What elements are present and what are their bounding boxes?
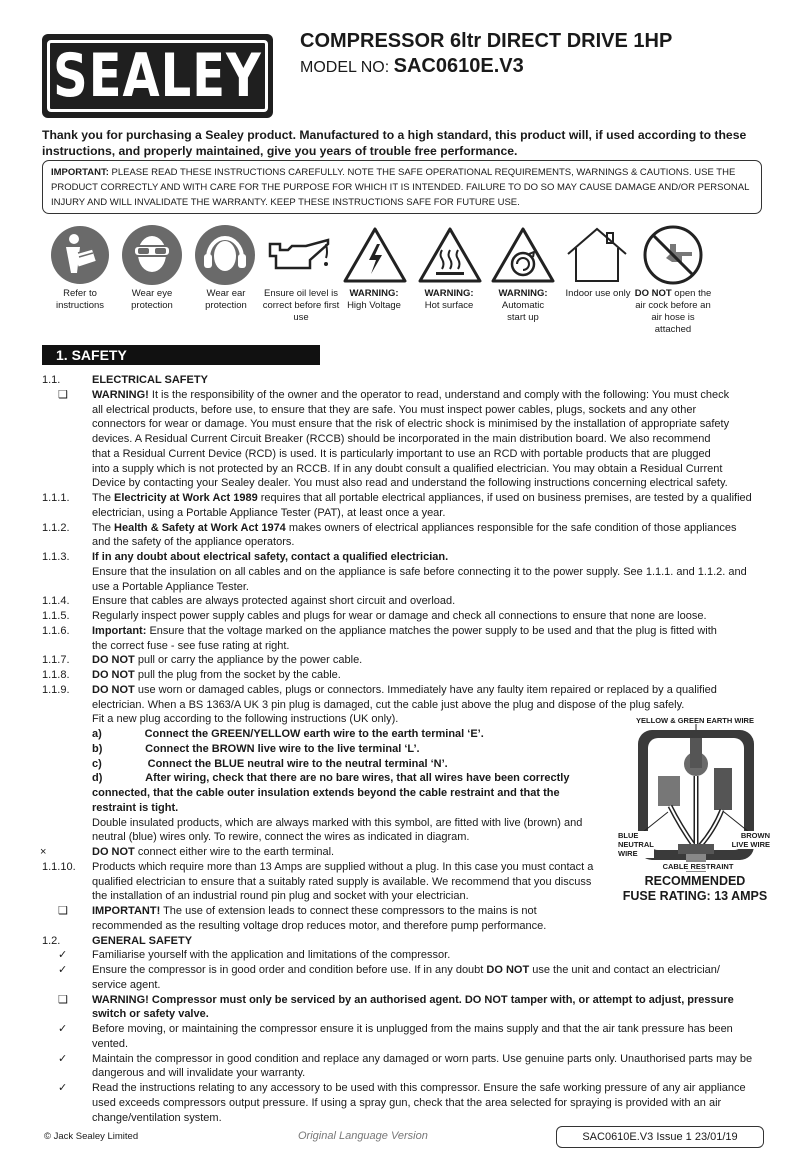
clause-text: switch or safety valve. [92, 1008, 209, 1021]
clause-text: GENERAL SAFETY [92, 934, 193, 947]
hot-surface-warning-icon [417, 226, 483, 284]
clause-text: Regularly inspect power supply cables and plugs for wear or damage and check all connections to ensure that none are loose. [92, 610, 707, 622]
clause-text: Ensure that cables are always protected against short circuit and overload. [92, 595, 456, 608]
caption-no-open-air-cock [632, 288, 714, 336]
logo-text: SEALEY [53, 41, 262, 111]
caption-no-open-text: open the air cock before an air hose is attached [635, 288, 712, 335]
clause-text: Products which require more than 13 Amps are supplied without a plug. In this case you must contact a [92, 860, 594, 873]
clause-text: DO NOT connect either wire to the earth terminal. [92, 846, 335, 858]
clause-text: used exceeds compressors output pressure. If using a spray gun, check that the area selected for spraying is provided with an air [92, 1096, 722, 1109]
important-notice [42, 160, 762, 214]
clause-text: that a Residual Current Device (RCD) is used. It is particularly important to use an RCD with portable products that are plugged [92, 447, 711, 460]
clause-text: Fit a new plug according to the following instructions (UK only). [92, 713, 399, 726]
clause-text: Double insulated products, which are always marked with this symbol, are fitted with live (brown) and [92, 816, 583, 829]
clause-text: WARNING! It is the responsibility of the owner and the operator to read, understand and comply with the following: You must check [92, 388, 730, 401]
clause-number: × [40, 846, 47, 858]
caption-eye-protection: Wear eye protection [131, 288, 173, 311]
clause-number: 1.1.4. [42, 595, 70, 608]
clause-number: 1.1.7. [42, 654, 70, 667]
caption-no-open-bold: DO NOT [634, 288, 672, 299]
clause-number: 1.2. [42, 934, 61, 947]
sealey-logo [42, 34, 273, 118]
clause-number: ❑ [58, 993, 68, 1006]
diagram-label-neutral: BLUE NEUTRAL WIRE [618, 831, 654, 858]
product-title: COMPRESSOR 6ltr DIRECT DRIVE 1HP [300, 30, 673, 52]
oil-can-icon [266, 226, 332, 284]
clause-text: Device by contacting your Sealey dealer. You must also read and understand the following instructions concerning electrical safety. [92, 477, 728, 490]
section-heading-safety: 1. SAFETY [42, 345, 320, 365]
clause-number: 1.1.3. [42, 551, 70, 563]
clause-text: b) Connect the BROWN live wire to the live terminal ‘L’. [92, 742, 420, 755]
automatic-start-warning-icon [490, 226, 556, 284]
clause-number: ❑ [58, 388, 68, 401]
model-number [300, 55, 524, 78]
clause-text: c) Connect the BLUE neutral wire to the neutral terminal ‘N’. [92, 757, 448, 770]
clause-text: electrician, using a Portable Appliance Tester (PAT), at least once a year. [92, 506, 446, 519]
footer-language: Original Language Version [298, 1130, 428, 1142]
logo-frame [47, 40, 268, 112]
clause-number: ✓ [58, 1082, 68, 1094]
clause-text: Before moving, or maintaining the compressor ensure it is unplugged from the mains supply and that the air tank pressure has been [92, 1023, 733, 1035]
clause-text: If in any doubt about electrical safety, contact a qualified electrician. [92, 551, 449, 563]
clause-number: 1.1.5. [42, 610, 70, 622]
clause-text: Maintain the compressor in good condition and replace any damaged or worn parts. Use genuine parts only. Unauthorised parts may be [92, 1052, 753, 1065]
clause-number: ✓ [58, 1023, 68, 1035]
model-value: SAC0610E.V3 [393, 55, 524, 77]
clause-text: The Electricity at Work Act 1989 requires that all portable electrical appliances, if used on business premises, are tested by a qualified [92, 492, 752, 504]
wear-ear-protection-icon [192, 226, 258, 284]
fuse-line-1: RECOMMENDED [644, 874, 746, 888]
important-text: PLEASE READ THESE INSTRUCTIONS CAREFULLY. NOTE THE SAFE OPERATIONAL REQUIREMENTS, WARNINGS & CAUTIONS. USE THE PRODUCT CORRECTLY AND WITH CARE FOR THE PURPOSE FOR WHICH IT IS INTENDED. FAILURE TO DO SO MAY CAUSE DAMAGE AND/OR PERSONAL INJURY AND WILL INVALIDATE THE WARRANTY. KEEP THESE INSTRUCTIONS SAFE FOR FUTURE USE. [51, 167, 750, 208]
footer-copyright: © Jack Sealey Limited [44, 1131, 139, 1142]
clause-number: 1.1. [42, 374, 61, 386]
clause-text: restraint is tight. [92, 801, 179, 814]
clause-text: neutral (blue) wires only. To rewire, connect the wires as indicated in diagram. [92, 831, 470, 844]
diagram-label-earth: YELLOW & GREEN EARTH WIRE [636, 716, 754, 725]
clause-number: 1.1.8. [42, 669, 70, 681]
clause-text: dangerous and will invalidate your warranty. [92, 1067, 306, 1080]
model-label: MODEL NO: [300, 59, 394, 76]
clause-text: d) After wiring, check that there are no bare wires, that all wires have been correctly [92, 772, 570, 785]
caption-high-voltage-bold: WARNING: [349, 288, 399, 299]
clause-text: ELECTRICAL SAFETY [92, 374, 208, 386]
refer-to-instructions-icon [47, 226, 113, 284]
caption-hot-surface-bold: WARNING: [424, 288, 474, 299]
clause-text: recommended as the resulting voltage drop reduces motor, and therefore pump performance. [92, 919, 547, 932]
caption-automatic-start-bold: WARNING: [498, 288, 548, 299]
clause-text: the installation of an industrial round pin plug and socket with your electrician. [92, 890, 469, 903]
clause-text: and the safety of the appliance operators. [92, 536, 295, 549]
clause-text: devices. A Residual Current Circuit Breaker (RCCB) should be incorporated in the main distribution board. We also recommend [92, 433, 711, 445]
clause-text: change/ventilation system. [92, 1111, 222, 1124]
clause-number: 1.1.1. [42, 492, 70, 504]
clause-number: 1.1.9. [42, 683, 70, 696]
caption-refer-instructions: Refer to instructions [55, 288, 105, 311]
important-label: IMPORTANT: [51, 167, 109, 178]
clause-text: vented. [92, 1037, 129, 1050]
caption-oil-level: Ensure oil level is correct before first use [262, 288, 340, 323]
clause-text: Important: Ensure that the voltage marked on the appliance matches the power supply to be used and that the plug is fitted with [92, 624, 717, 637]
no-open-air-cock-icon [640, 226, 706, 284]
diagram-label-restraint: CABLE RESTRAINT [648, 862, 748, 871]
clause-text: use a Portable Appliance Tester. [92, 580, 249, 593]
clause-number: ✓ [58, 964, 68, 976]
indoor-use-icon [564, 226, 630, 284]
caption-automatic-start [482, 288, 564, 324]
clause-text: IMPORTANT! The use of extension leads to connect these compressors to the mains is not [92, 905, 537, 917]
clause-text: Familiarise yourself with the application and limitations of the compressor. [92, 949, 451, 962]
clause-text: DO NOT pull the plug from the socket by the cable. [92, 669, 341, 681]
plug-wiring-diagram [618, 716, 772, 908]
caption-indoor-use: Indoor use only [565, 288, 631, 299]
caption-automatic-start-text: Automatic start up [501, 300, 545, 323]
fuse-rating [618, 874, 772, 904]
caption-hot-surface [409, 288, 489, 312]
clause-text: The Health & Safety at Work Act 1974 makes owners of electrical appliances responsible for the safe condition of those appliances [92, 521, 737, 534]
clause-text: WARNING! Compressor must only be serviced by an authorised agent. DO NOT tamper with, or attempt to adjust, pressure [92, 993, 734, 1006]
clause-number: ✓ [58, 1052, 68, 1065]
clause-number: 1.1.10. [42, 860, 76, 873]
fuse-line-2: FUSE RATING: 13 AMPS [622, 889, 768, 903]
high-voltage-warning-icon [342, 226, 408, 284]
clause-text: connectors for wear or damage. You must ensure that the risk of electric shock is minimised by the installation of appropriate safety [92, 418, 730, 431]
clause-text: service agent. [92, 978, 161, 991]
diagram-label-live: BROWN LIVE WIRE [728, 831, 770, 849]
footer-issue: SAC0610E.V3 Issue 1 23/01/19 [556, 1126, 764, 1148]
clause-text: a) Connect the GREEN/YELLOW earth wire to the earth terminal ‘E’. [92, 728, 484, 740]
clause-text: DO NOT pull or carry the appliance by the power cable. [92, 654, 363, 667]
clause-text: all electrical products, before use, to ensure that they are safe. You must inspect power cables, plugs, sockets and any other [92, 403, 697, 416]
caption-high-voltage [334, 288, 414, 312]
intro-text: Thank you for purchasing a Sealey product. Manufactured to a high standard, this product will, if used according to these instructions, and properly maintained, give you years of trouble free performance. [42, 128, 747, 158]
clause-text: Ensure that the insulation on all cables and on the appliance is safe before connecting it to the power supply. See 1.1.1. and 1.1.2. and [92, 565, 747, 578]
clause-text: qualified electrician to ensure that a suitably rated supply is available. We recommend that you discuss [92, 875, 592, 888]
clause-text: into a supply which is not protected by an RCCB. If in any doubt consult a qualified electrician. You may obtain a Residual Current [92, 462, 723, 475]
clause-text: Read the instructions relating to any accessory to be used with this compressor. Ensure the safe working pressure of any air appliance [92, 1082, 746, 1094]
clause-text: the correct fuse - see fuse rating at right. [92, 639, 290, 652]
clause-number: 1.1.2. [42, 521, 70, 534]
clause-text: Ensure the compressor is in good order and condition before use. If in any doubt DO NOT use the unit and contact an electrician/ [92, 964, 720, 976]
wear-eye-protection-icon [119, 226, 185, 284]
clause-text: DO NOT use worn or damaged cables, plugs or connectors. Immediately have any faulty item repaired or replaced by a qualified [92, 683, 717, 696]
clause-text: connected, that the cable outer insulation extends beyond the cable restraint and that the [92, 787, 560, 799]
clause-text: electrician. When a BS 1363/A UK 3 pin plug is damaged, cut the cable just above the plug and dispose of the plug safely. [92, 698, 685, 711]
caption-hot-surface-text: Hot surface [424, 300, 474, 311]
clause-number: 1.1.6. [42, 624, 70, 637]
clause-number: ✓ [58, 949, 68, 962]
caption-ear-protection: Wear ear protection [205, 288, 247, 311]
clause-number: ❑ [58, 905, 68, 917]
caption-high-voltage-text: High Voltage [347, 300, 401, 311]
